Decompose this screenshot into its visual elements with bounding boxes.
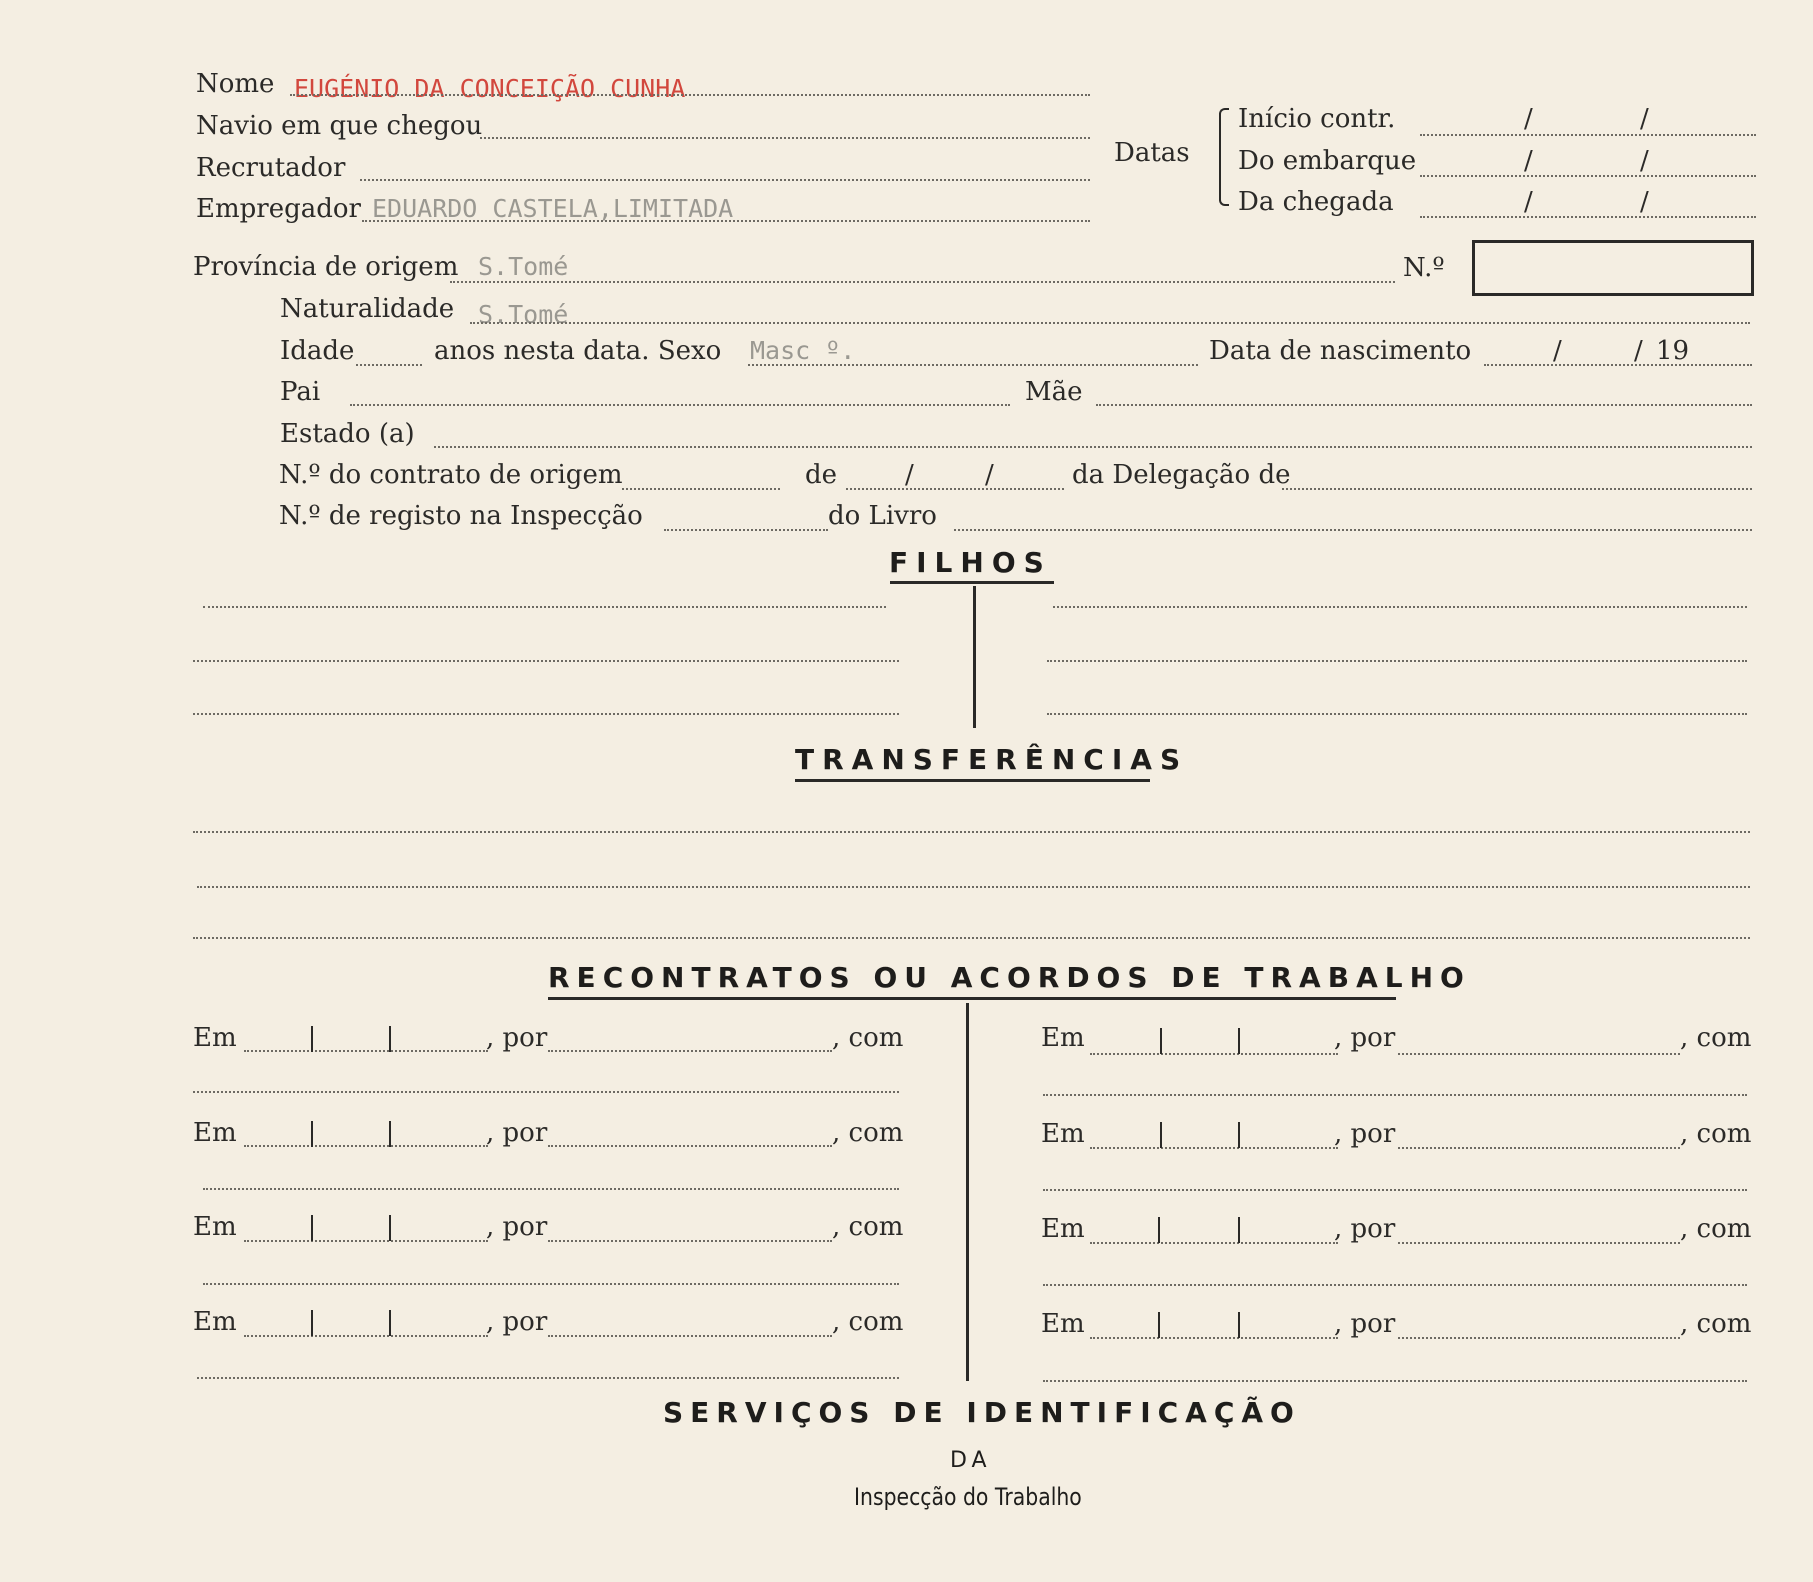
date-separator <box>389 1310 391 1336</box>
ano-prefix: 19 <box>1656 336 1690 366</box>
estado-label: Estado (a) <box>280 419 415 449</box>
navio-line <box>480 137 1090 139</box>
empregador-label: Empregador <box>196 194 361 224</box>
date-separator <box>1160 1122 1162 1148</box>
por-label: , por <box>1334 1119 1396 1149</box>
em-date-line <box>1090 1337 1338 1339</box>
date-separator <box>311 1215 313 1241</box>
em-label: Em <box>1041 1214 1085 1244</box>
date-separator <box>1238 1028 1240 1054</box>
nome-value: EUGÉNIO DA CONCEIÇÃO CUNHA <box>294 74 686 103</box>
com-line <box>193 1091 899 1093</box>
por-label: , por <box>1334 1309 1396 1339</box>
datas-brace <box>1219 108 1229 206</box>
filhos-line-right-1 <box>1053 606 1747 608</box>
numero-label: N.º <box>1403 253 1445 283</box>
nascimento-slash-2: / <box>1634 336 1643 366</box>
provincia-value: S.Tomé <box>478 252 569 281</box>
em-date-line <box>244 1050 488 1052</box>
inicio-label: Início contr. <box>1238 104 1396 134</box>
inspeccao-text: Inspecção do Trabalho <box>854 1483 1082 1511</box>
filhos-line-right-3 <box>1047 713 1747 715</box>
por-line <box>548 1145 832 1147</box>
chegada-slash-2: / <box>1640 187 1649 217</box>
sexo-value: Masc º. <box>750 336 856 365</box>
por-label: , por <box>1334 1023 1396 1053</box>
transferencias-heading: TRANSFERÊNCIAS <box>795 743 1189 776</box>
contrato-label: N.º do contrato de origem <box>279 460 623 490</box>
date-separator <box>1238 1312 1240 1338</box>
contrato-line <box>622 488 780 490</box>
contrato-slash-1: / <box>905 460 914 490</box>
date-separator <box>1238 1122 1240 1148</box>
numero-box <box>1472 240 1754 296</box>
registo-line <box>664 529 828 531</box>
naturalidade-line <box>470 322 1750 324</box>
por-label: , por <box>486 1023 548 1053</box>
date-separator <box>1238 1217 1240 1243</box>
anos-label: anos nesta data. Sexo <box>434 336 722 366</box>
com-label: , com <box>1680 1119 1752 1149</box>
em-date-line <box>244 1335 488 1337</box>
em-label: Em <box>193 1212 237 1242</box>
date-separator <box>311 1026 313 1052</box>
chegada-label: Da chegada <box>1238 187 1394 217</box>
com-line <box>203 1283 899 1285</box>
pai-label: Pai <box>280 377 321 407</box>
transferencias-underline <box>795 779 1150 782</box>
recontratos-divider <box>966 1003 969 1381</box>
com-label: , com <box>832 1212 904 1242</box>
embarque-label: Do embarque <box>1238 146 1417 176</box>
embarque-line <box>1420 175 1756 177</box>
datas-label: Datas <box>1114 138 1190 168</box>
servicos-heading: SERVIÇOS DE IDENTIFICAÇÃO <box>663 1396 1301 1429</box>
em-date-line <box>1090 1147 1338 1149</box>
filhos-divider <box>973 586 976 728</box>
com-line <box>1043 1189 1747 1191</box>
transferencias-line-2 <box>197 886 1750 888</box>
em-label: Em <box>1041 1023 1085 1053</box>
delegacao-label: da Delegação de <box>1072 460 1291 490</box>
nascimento-slash-1: / <box>1553 336 1562 366</box>
recrutador-line <box>360 179 1090 181</box>
por-line <box>548 1240 832 1242</box>
transferencias-line-3 <box>193 937 1750 939</box>
com-label: , com <box>832 1307 904 1337</box>
recontratos-heading: RECONTRATOS OU ACORDOS DE TRABALHO <box>548 961 1471 994</box>
navio-label: Navio em que chegou <box>196 111 483 141</box>
em-label: Em <box>193 1307 237 1337</box>
em-date-line <box>1090 1242 1338 1244</box>
empregador-value: EDUARDO CASTELA,LIMITADA <box>372 194 734 223</box>
por-label: , por <box>486 1118 548 1148</box>
estado-line <box>434 446 1752 448</box>
filhos-line-right-2 <box>1047 660 1747 662</box>
registo-label: N.º de registo na Inspecção <box>279 501 643 531</box>
com-line <box>1043 1380 1747 1382</box>
date-separator <box>311 1310 313 1336</box>
com-line <box>1043 1094 1747 1096</box>
provincia-line <box>450 281 1395 283</box>
idade-label: Idade <box>280 336 355 366</box>
transferencias-line-1 <box>193 831 1750 833</box>
por-line <box>1398 1242 1680 1244</box>
provincia-label: Província de origem <box>193 252 459 282</box>
date-separator <box>389 1121 391 1147</box>
pai-line <box>350 404 1010 406</box>
por-label: , por <box>486 1307 548 1337</box>
por-line <box>548 1335 832 1337</box>
naturalidade-value: S.Tomé <box>478 300 569 329</box>
date-separator <box>1158 1217 1160 1243</box>
filhos-heading: FILHOS <box>889 546 1052 579</box>
contrato-slash-2: / <box>985 460 994 490</box>
chegada-line <box>1420 216 1756 218</box>
delegacao-line <box>1282 488 1752 490</box>
date-separator <box>1158 1312 1160 1338</box>
em-label: Em <box>1041 1119 1085 1149</box>
livro-label: do Livro <box>828 501 937 531</box>
inicio-slash-2: / <box>1640 104 1649 134</box>
sexo-line <box>748 364 1198 366</box>
com-label: , com <box>1680 1309 1752 1339</box>
mae-label: Mãe <box>1025 377 1083 407</box>
com-label: , com <box>832 1118 904 1148</box>
em-date-line <box>244 1240 488 1242</box>
da-text: DA <box>950 1448 992 1473</box>
por-line <box>1398 1337 1680 1339</box>
com-label: , com <box>1680 1023 1752 1053</box>
date-separator <box>389 1215 391 1241</box>
nome-line <box>290 94 1090 96</box>
livro-line <box>954 529 1752 531</box>
contrato-date-line <box>846 488 1064 490</box>
por-line <box>548 1050 832 1052</box>
date-separator <box>389 1026 391 1052</box>
por-line <box>1398 1053 1680 1055</box>
filhos-underline <box>890 581 1054 584</box>
naturalidade-label: Naturalidade <box>280 294 455 324</box>
recontratos-underline <box>548 997 1396 1000</box>
com-label: , com <box>1680 1214 1752 1244</box>
nome-label: Nome <box>196 69 275 99</box>
por-line <box>1398 1147 1680 1149</box>
em-date-line <box>244 1145 488 1147</box>
idade-line <box>356 364 422 366</box>
recrutador-label: Recrutador <box>196 153 346 183</box>
filhos-line-left-3 <box>193 713 899 715</box>
em-label: Em <box>1041 1309 1085 1339</box>
nascimento-line <box>1484 364 1752 366</box>
nascimento-label: Data de nascimento <box>1209 336 1472 366</box>
chegada-slash-1: / <box>1524 187 1533 217</box>
empregador-line <box>362 220 1090 222</box>
por-label: , por <box>486 1212 548 1242</box>
embarque-slash-1: / <box>1524 146 1533 176</box>
date-separator <box>1160 1028 1162 1054</box>
em-label: Em <box>193 1023 237 1053</box>
com-line <box>203 1188 899 1190</box>
por-label: , por <box>1334 1214 1396 1244</box>
em-label: Em <box>193 1118 237 1148</box>
inicio-line <box>1420 134 1756 136</box>
inicio-slash-1: / <box>1524 104 1533 134</box>
com-label: , com <box>832 1023 904 1053</box>
mae-line <box>1096 404 1752 406</box>
date-separator <box>311 1121 313 1147</box>
filhos-line-left-2 <box>193 660 899 662</box>
embarque-slash-2: / <box>1640 146 1649 176</box>
com-line <box>1043 1284 1747 1286</box>
em-date-line <box>1090 1053 1338 1055</box>
com-line <box>197 1377 899 1379</box>
filhos-line-left-1 <box>203 606 886 608</box>
contrato-de-label: de <box>805 460 838 490</box>
